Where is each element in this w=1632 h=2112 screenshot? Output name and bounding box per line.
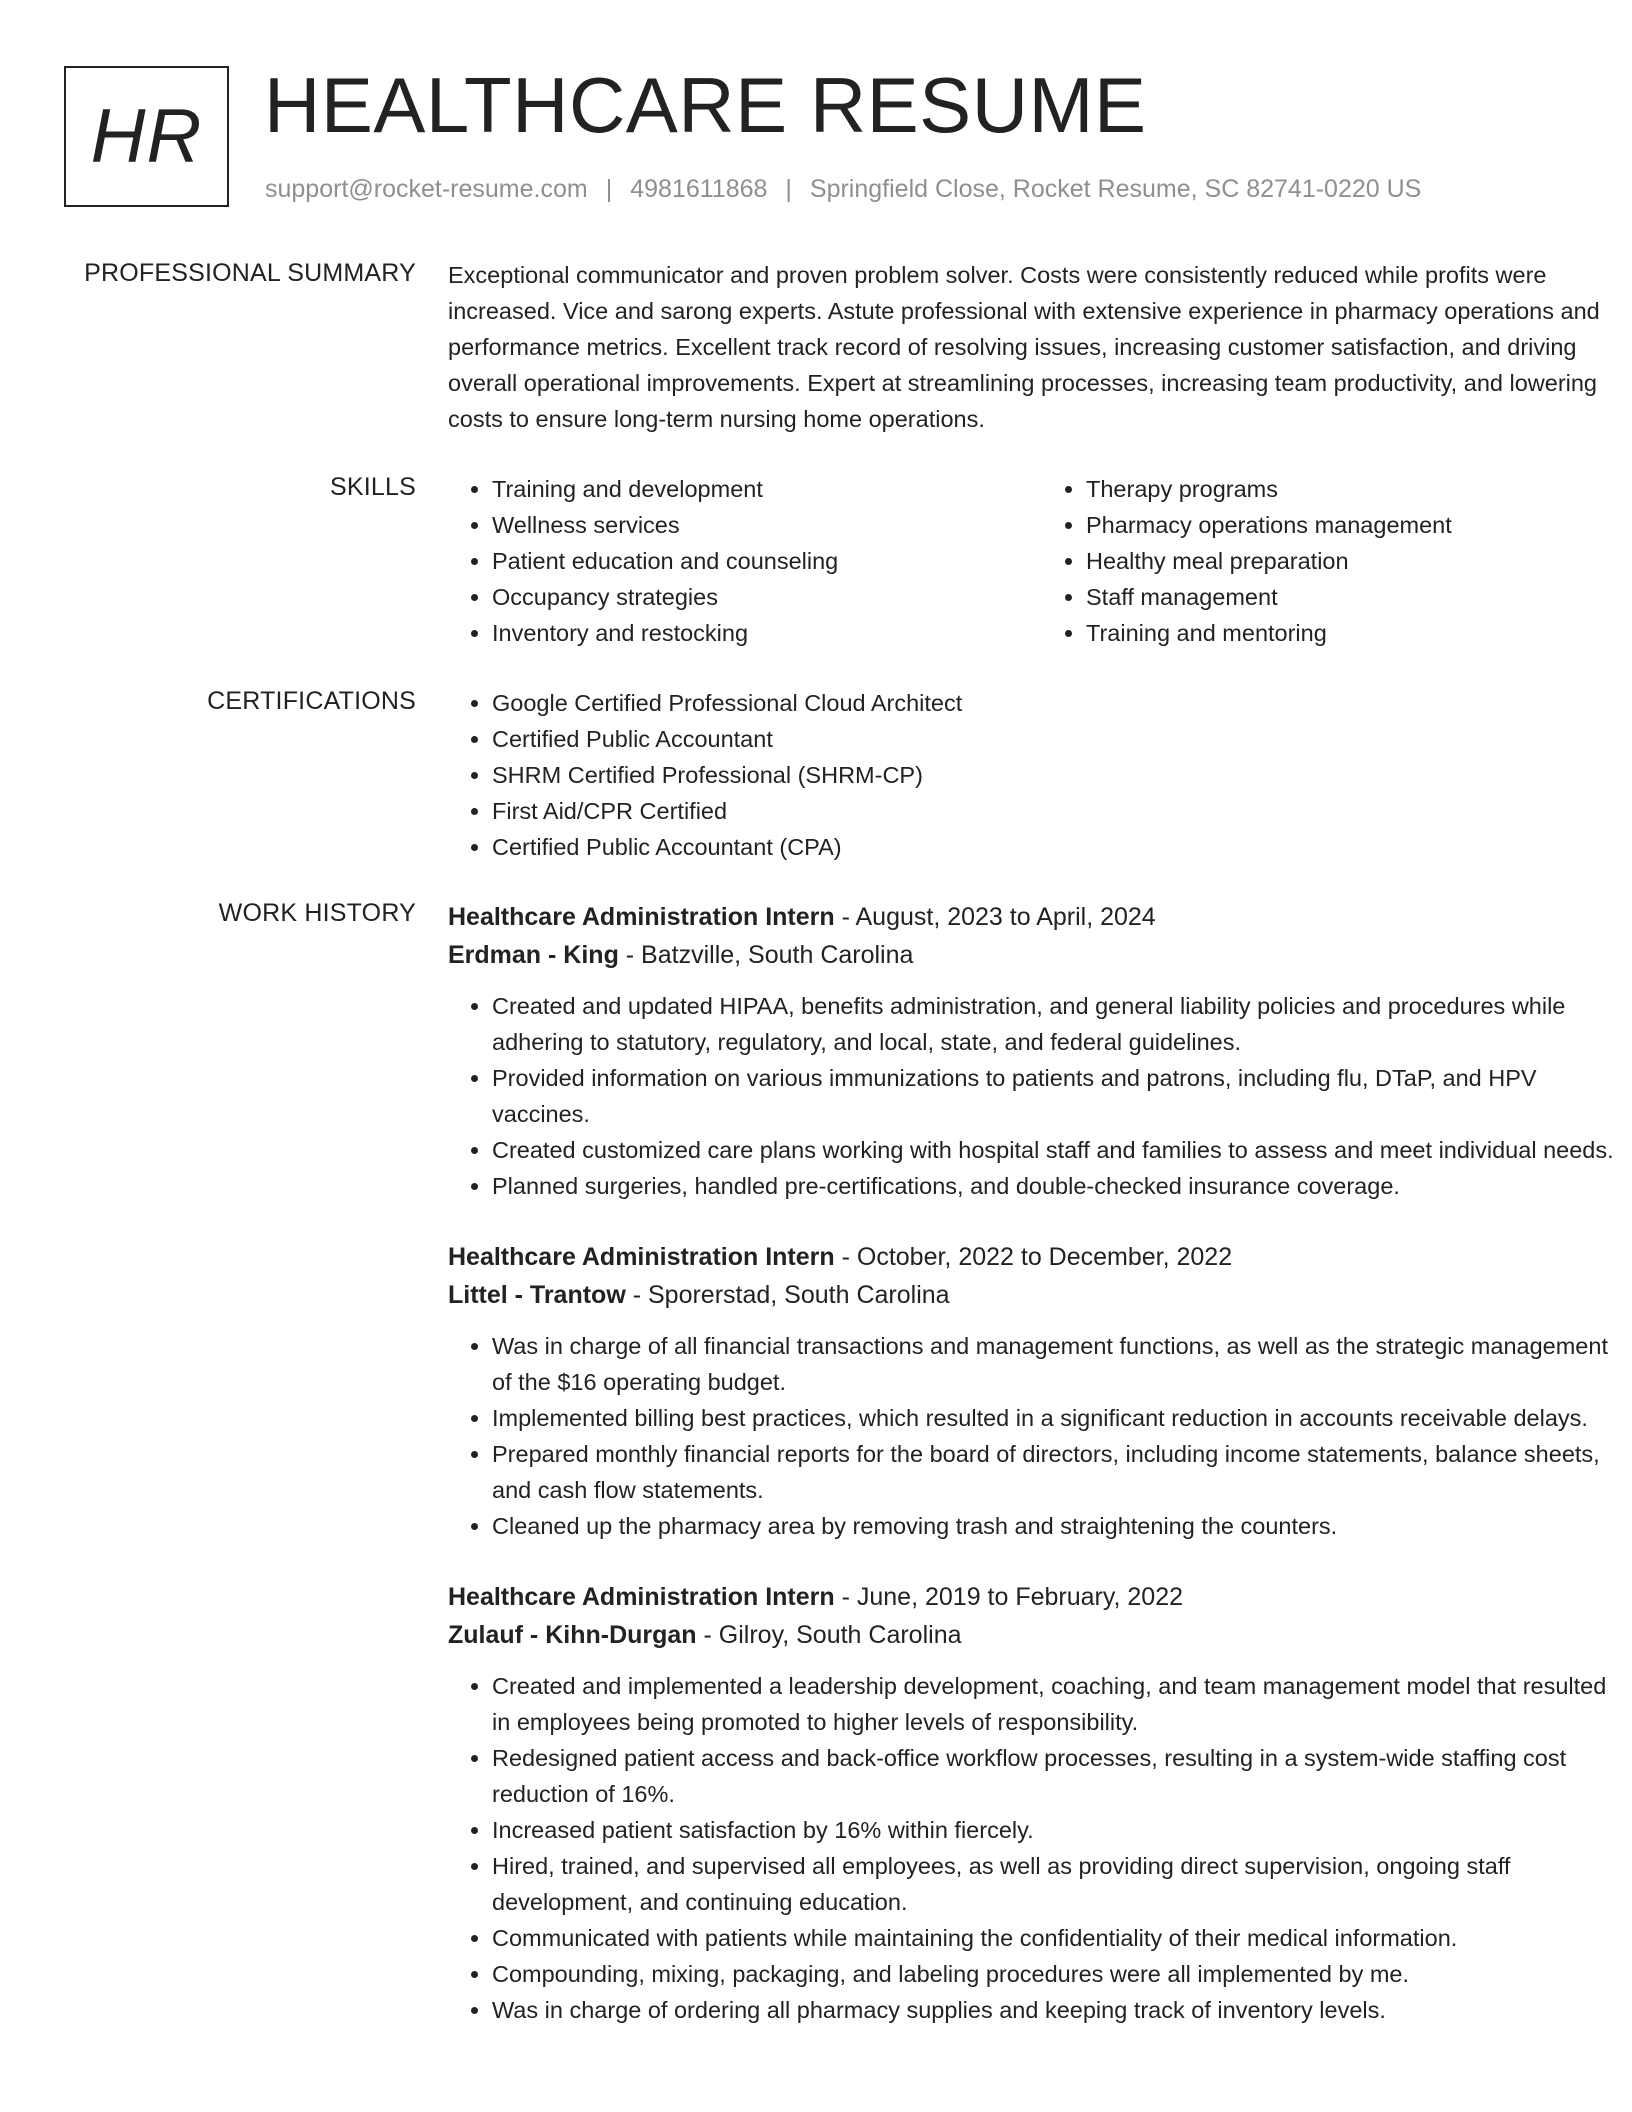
job-company: Littel - Trantow: [448, 1281, 626, 1309]
skills-list-right: [1042, 471, 1632, 651]
job-title-line: [448, 1578, 1628, 1616]
list-item: • Redesigned patient access and back-office workflow processes, resulting in a system-wide staffing cost reduction of 16%.: [492, 1740, 1628, 1812]
list-item: • Communicated with patients while maintaining the confidentiality of their medical information.: [492, 1920, 1628, 1956]
job-company: Erdman - King: [448, 941, 619, 969]
job-location: - Gilroy, South Carolina: [696, 1621, 962, 1649]
list-item: • Wellness services: [492, 507, 1042, 543]
list-item: • Was in charge of all financial transactions and management functions, as well as the strategic management of the $16 operating budget.: [492, 1328, 1628, 1400]
list-item: • Healthy meal preparation: [1086, 543, 1632, 579]
job-entry: [448, 1578, 1628, 2028]
summary-text: Exceptional communicator and proven problem solver. Costs were consistently reduced while profits were increased. Vice and sarong experts. Astute professional with extensive experience in pharmacy operations and performance metrics. Excellent track record of resolving issues, increasing customer satisfaction, and driving overall operational improvements. Expert at streamlining processes, increasing team productivity, and lowering costs to ensure long-term nursing home operations.: [448, 262, 1600, 432]
list-item: • Prepared monthly financial reports for the board of directors, including income statements, balance sheets, and cash flow statements.: [492, 1436, 1628, 1508]
list-item: • Google Certified Professional Cloud Architect: [492, 685, 1628, 721]
list-item: • Cleaned up the pharmacy area by removing trash and straightening the counters.: [492, 1508, 1628, 1544]
skills-list-left: [448, 471, 1042, 651]
contact-email[interactable]: support@rocket-resume.com: [265, 175, 588, 203]
job-company-line: [448, 936, 1628, 974]
list-item: • Patient education and counseling: [492, 543, 1042, 579]
list-item: • Occupancy strategies: [492, 579, 1042, 615]
job-title-line: [448, 1238, 1628, 1276]
job-bullets: [448, 1668, 1628, 2028]
list-item: • Created and implemented a leadership development, coaching, and team management model that resulted in employees being promoted to higher levels of responsibility.: [492, 1668, 1628, 1740]
list-item: • Certified Public Accountant (CPA): [492, 829, 1628, 865]
list-item: • Pharmacy operations management: [1086, 507, 1632, 543]
job-company-line: [448, 1276, 1628, 1314]
list-item: • Was in charge of ordering all pharmacy supplies and keeping track of inventory levels.: [492, 1992, 1628, 2028]
list-item: • Therapy programs: [1086, 471, 1632, 507]
resume-title: HEALTHCARE RESUME: [264, 61, 1147, 149]
list-item: • Increased patient satisfaction by 16% within fiercely.: [492, 1812, 1628, 1848]
summary-label: PROFESSIONAL SUMMARY: [84, 259, 416, 287]
job-company: Zulauf - Kihn-Durgan: [448, 1621, 697, 1649]
list-item: • First Aid/CPR Certified: [492, 793, 1628, 829]
contact-separator: |: [785, 175, 792, 203]
list-item: • Inventory and restocking: [492, 615, 1042, 651]
resume-header: [64, 61, 1584, 210]
list-item: • Staff management: [1086, 579, 1632, 615]
contact-address: Springfield Close, Rocket Resume, SC 82741-0220 US: [809, 175, 1422, 203]
list-item: • Created customized care plans working with hospital staff and families to assess and meet individual needs.: [492, 1132, 1628, 1168]
work-history-label: WORK HISTORY: [218, 899, 416, 927]
list-item: • SHRM Certified Professional (SHRM-CP): [492, 757, 1628, 793]
contact-line: [265, 175, 1421, 204]
job-dates: - October, 2022 to December, 2022: [834, 1243, 1233, 1271]
job-title-line: [448, 898, 1628, 936]
certifications-label: CERTIFICATIONS: [207, 687, 416, 715]
contact-phone[interactable]: 4981611868: [630, 175, 768, 203]
certifications-list: [448, 685, 1628, 865]
job-company-line: [448, 1616, 1628, 1654]
job-entry: [448, 898, 1628, 1204]
list-item: • Implemented billing best practices, which resulted in a significant reduction in accounts receivable delays.: [492, 1400, 1628, 1436]
list-item: • Hired, trained, and supervised all employees, as well as providing direct supervision, ongoing staff development, and continuing education.: [492, 1848, 1628, 1920]
list-item: • Compounding, mixing, packaging, and labeling procedures were all implemented by me.: [492, 1956, 1628, 1992]
job-bullets: [448, 1328, 1628, 1544]
list-item: • Created and updated HIPAA, benefits administration, and general liability policies and procedures while adhering to statutory, regulatory, and local, state, and federal guidelines.: [492, 988, 1628, 1060]
job-title: Healthcare Administration Intern: [448, 903, 835, 931]
job-bullets: [448, 988, 1628, 1204]
list-item: • Training and mentoring: [1086, 615, 1632, 651]
job-title: Healthcare Administration Intern: [448, 1243, 835, 1271]
contact-separator: |: [605, 175, 613, 203]
list-item: • Certified Public Accountant: [492, 721, 1628, 757]
job-entry: [448, 1238, 1628, 1544]
job-title: Healthcare Administration Intern: [448, 1583, 835, 1611]
list-item: • Provided information on various immunizations to patients and patrons, including flu, DTaP, and HPV vaccines.: [492, 1060, 1628, 1132]
monogram-logo: HR: [64, 66, 229, 207]
job-location: - Batzville, South Carolina: [618, 941, 914, 969]
list-item: • Planned surgeries, handled pre-certifications, and double-checked insurance coverage.: [492, 1168, 1628, 1204]
list-item: • Training and development: [492, 471, 1042, 507]
job-dates: - June, 2019 to February, 2022: [834, 1583, 1184, 1611]
job-location: - Sporerstad, South Carolina: [625, 1281, 950, 1309]
skills-label: SKILLS: [330, 473, 416, 501]
job-dates: - August, 2023 to April, 2024: [834, 903, 1156, 931]
